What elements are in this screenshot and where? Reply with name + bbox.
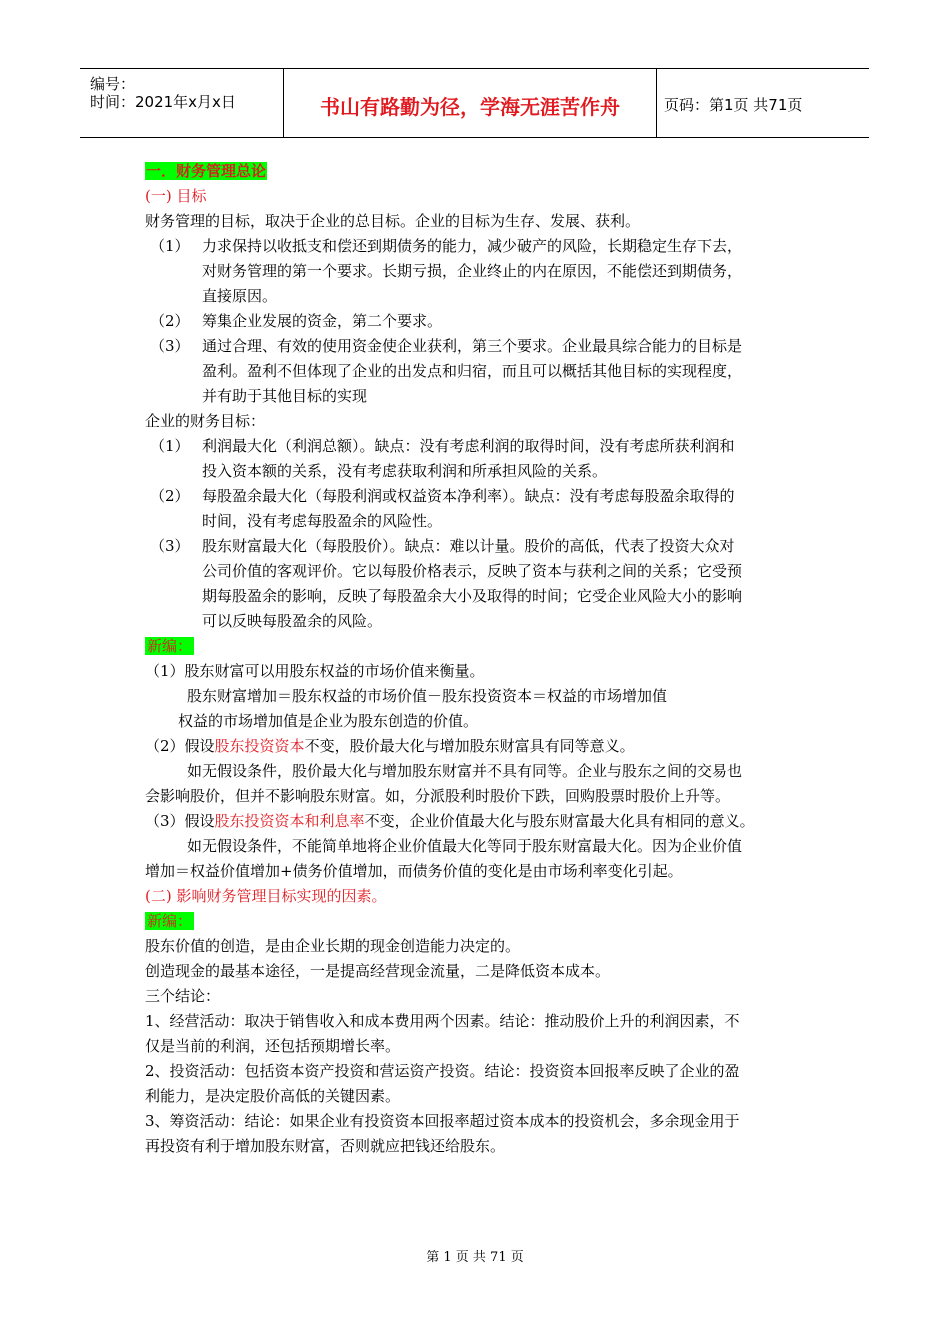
paragraph: 企业的财务目标： [145, 412, 266, 430]
paragraph: （2）假设股东投资资本不变，股价最大化与增加股东财富具有同等意义。 [145, 737, 635, 755]
list-item-text: 公司价值的客观评价。它以每股价格表示，反映了资本与获利之间的关系；它受预 [202, 562, 743, 580]
list-item-text: 筹集企业发展的资金，第二个要求。 [202, 312, 443, 330]
list-number: （2） [150, 312, 190, 330]
paragraph: 股东财富增加＝股东权益的市场价值－股东投资资本＝权益的市场增加值 [187, 687, 668, 705]
list-number: （1） [150, 437, 190, 455]
list-item-text: 通过合理、有效的使用资金使企业获利，第三个要求。企业最具综合能力的目标是 [202, 337, 743, 355]
paragraph: （1）股东财富可以用股东权益的市场价值来衡量。 [145, 662, 485, 680]
new-edition-label: 新编： [147, 637, 193, 655]
list-item-text: 股东财富最大化（每股股价）。缺点：难以计量。股价的高低，代表了投资大众对 [202, 537, 735, 555]
list-item-text: 利润最大化（利润总额）。缺点：没有考虑利润的取得时间，没有考虑所获利润和 [202, 437, 735, 455]
list-item-text: 盈利。盈利不但体现了企业的出发点和归宿，而且可以概括其他目标的实现程度， [202, 362, 743, 380]
paragraph: 财务管理的目标，取决于企业的总目标。企业的目标为生存、发展、获利。 [145, 212, 641, 230]
section-heading: 一．财务管理总论 [146, 162, 267, 180]
motto-title: 书山有路勤为径，学海无涯苦作舟 [320, 95, 620, 119]
serial-number-label: 编号： [90, 75, 136, 93]
list-item-text: 每股盈余最大化（每股利润或权益资本净利率）。缺点：没有考虑每股盈余取得的 [202, 487, 735, 505]
list-number: （3） [150, 337, 190, 355]
list-item-text: 可以反映每股盈余的风险。 [202, 612, 383, 630]
paragraph: 3、筹资活动：结论：如果企业有投资资本回报率超过资本成本的投资机会，多余现金用于 [145, 1112, 740, 1130]
list-number: （2） [150, 487, 190, 505]
list-item-text: 并有助于其他目标的实现 [202, 387, 368, 405]
paragraph: 仅是当前的利润，还包括预期增长率。 [145, 1037, 401, 1055]
subheading-factors: (二) 影响财务管理目标实现的因素。 [145, 887, 387, 905]
paragraph: （3）假设股东投资资本和利息率不变，企业价值最大化与股东财富最大化具有相同的意义。 [145, 812, 755, 830]
list-item-text: 直接原因。 [202, 287, 278, 305]
paragraph: 如无假设条件，不能简单地将企业价值最大化等同于股东财富最大化。因为企业价值 [187, 837, 743, 855]
paragraph: 股东价值的创造，是由企业长期的现金创造能力决定的。 [145, 937, 521, 955]
paragraph: 增加＝权益价值增加+债务价值增加，而债务价值的变化是由市场利率变化引起。 [145, 862, 683, 880]
list-item-text: 力求保持以收抵支和偿还到期债务的能力，减少破产的风险，长期稳定生存下去， [202, 237, 743, 255]
paragraph: 三个结论： [145, 987, 221, 1005]
paragraph: 权益的市场增加值是企业为股东创造的价值。 [178, 712, 479, 730]
header-page-cell [656, 69, 869, 137]
list-item-text: 对财务管理的第一个要求。长期亏损，企业终止的内在原因，不能偿还到期债务， [202, 262, 743, 280]
date-line: 时间：2021年x月x日 [90, 93, 236, 111]
paragraph: 如无假设条件，股价最大化与增加股东财富并不具有同等。企业与股东之间的交易也 [187, 762, 743, 780]
paragraph: 利能力，是决定股价高低的关键因素。 [145, 1087, 401, 1105]
header-meta-cell [80, 69, 283, 137]
page-footer: 第 1 页 共 71 页 [426, 1250, 524, 1265]
paragraph: 再投资有利于增加股东财富，否则就应把钱还给股东。 [145, 1137, 506, 1155]
list-item-text: 时间，没有考虑每股盈余的风险性。 [202, 512, 443, 530]
page-header [80, 68, 869, 138]
page-info: 页码：第1页 共71页 [664, 96, 803, 114]
paragraph: 1、经营活动：取决于销售收入和成本费用两个因素。结论：推动股价上升的利润因素，不 [145, 1012, 740, 1030]
header-motto-cell [283, 69, 657, 137]
list-number: （1） [150, 237, 190, 255]
subheading-goal: (一) 目标 [145, 187, 207, 205]
paragraph: 创造现金的最基本途径，一是提高经营现金流量，二是降低资本成本。 [145, 962, 611, 980]
paragraph: 2、投资活动：包括资本资产投资和营运资产投资。结论：投资资本回报率反映了企业的盈 [145, 1062, 740, 1080]
list-number: （3） [150, 537, 190, 555]
paragraph: 会影响股价，但并不影响股东财富。如，分派股利时股价下跌，回购股票时股价上升等。 [145, 787, 731, 805]
new-edition-label: 新编： [147, 912, 193, 930]
list-item-text: 投入资本额的关系，没有考虑获取利润和所承担风险的关系。 [202, 462, 608, 480]
list-item-text: 期每股盈余的影响，反映了每股盈余大小及取得的时间；它受企业风险大小的影响 [202, 587, 743, 605]
